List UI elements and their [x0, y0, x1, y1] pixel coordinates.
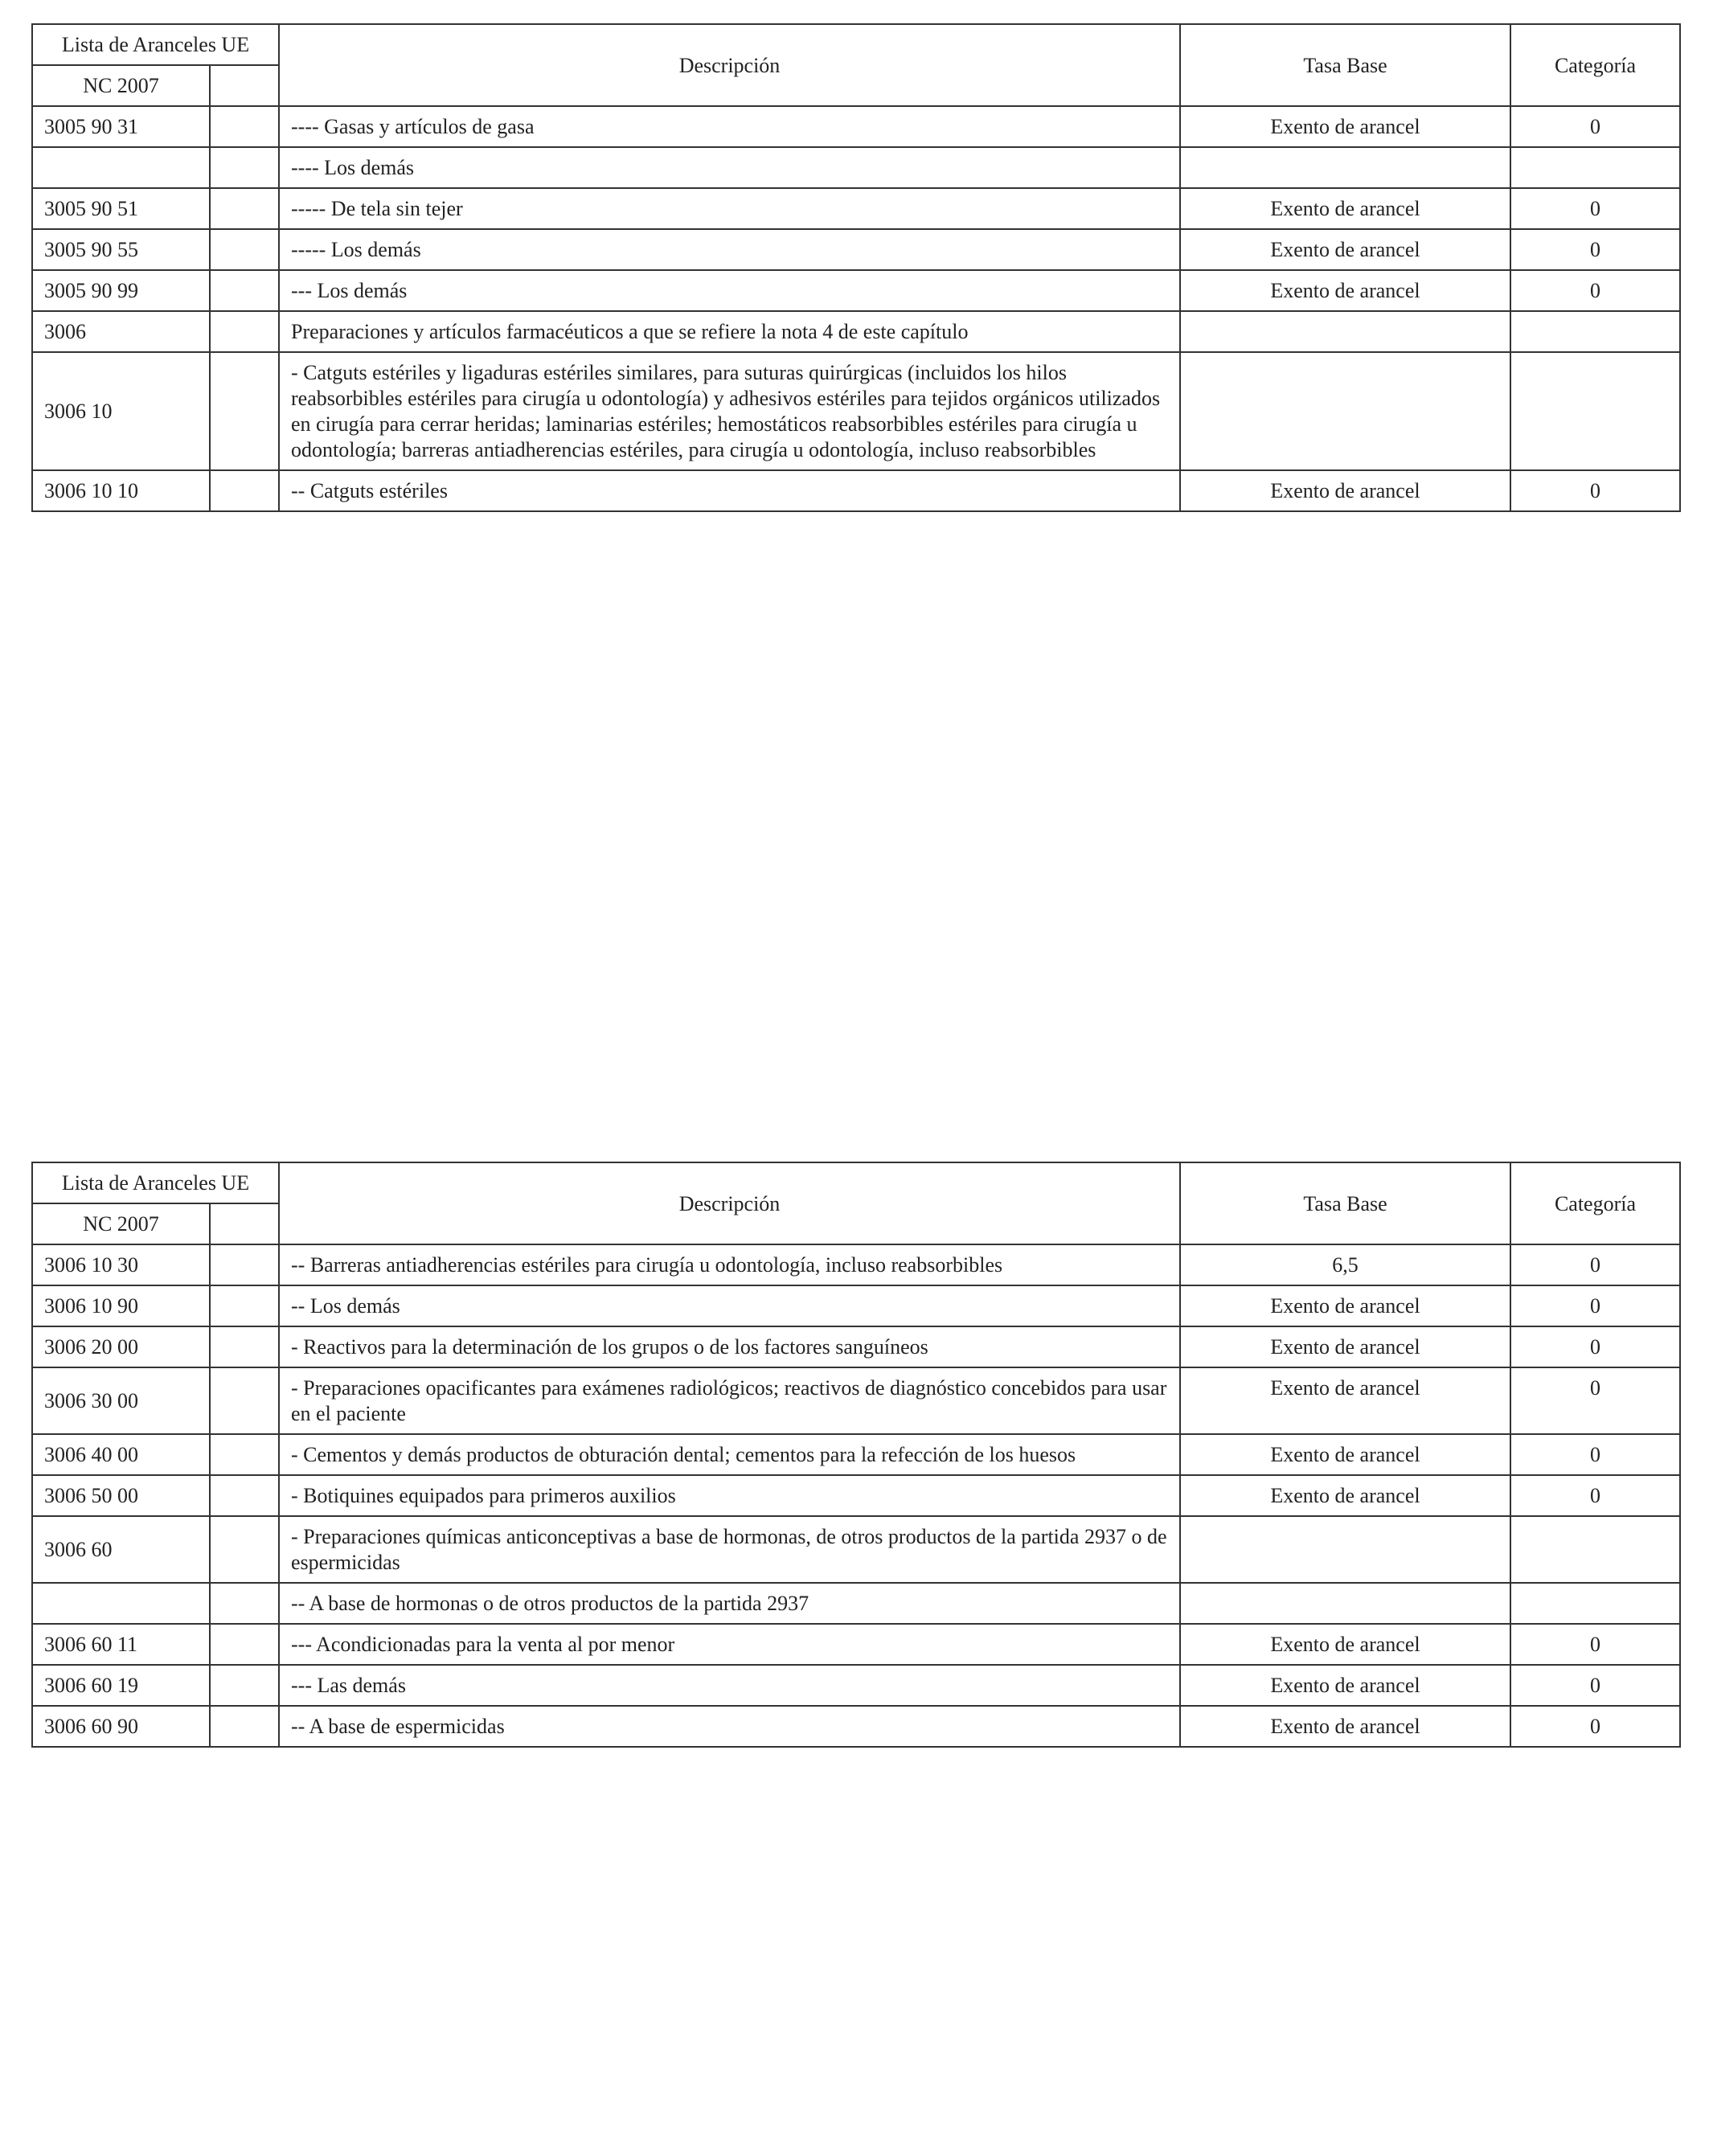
blank-cell	[210, 1516, 279, 1583]
code-cell: 3006 10 90	[32, 1285, 210, 1326]
table-row	[32, 1624, 1680, 1665]
rate-cell: Exento de arancel	[1180, 188, 1510, 229]
rate-cell: Exento de arancel	[1180, 1665, 1510, 1706]
code-cell: 3005 90 99	[32, 270, 210, 311]
blank-cell	[210, 1367, 279, 1434]
rate-cell: Exento de arancel	[1180, 1367, 1510, 1434]
header-blank-cell	[210, 65, 279, 106]
header-category: Categoría	[1510, 1162, 1680, 1244]
category-cell: 0	[1510, 1624, 1680, 1665]
description-cell: - Reactivos para la determinación de los grupos o de los factores sanguíneos	[279, 1326, 1180, 1367]
category-cell: 0	[1510, 1665, 1680, 1706]
code-cell: 3006	[32, 311, 210, 352]
blank-cell	[210, 1434, 279, 1475]
blank-cell	[210, 147, 279, 188]
description-cell: -- Catguts estériles	[279, 470, 1180, 511]
table-row	[32, 311, 1680, 352]
description-cell: --- Los demás	[279, 270, 1180, 311]
table-row	[32, 147, 1680, 188]
rate-cell: Exento de arancel	[1180, 1285, 1510, 1326]
rate-cell	[1180, 1516, 1510, 1583]
rate-cell: Exento de arancel	[1180, 470, 1510, 511]
blank-cell	[210, 311, 279, 352]
code-cell: 3006 40 00	[32, 1434, 210, 1475]
rate-cell: Exento de arancel	[1180, 270, 1510, 311]
header-category: Categoría	[1510, 24, 1680, 106]
blank-cell	[210, 270, 279, 311]
category-cell: 0	[1510, 1367, 1680, 1434]
description-cell: ----- De tela sin tejer	[279, 188, 1180, 229]
description-cell: -- A base de hormonas o de otros productos de la partida 2937	[279, 1583, 1180, 1624]
category-cell: 0	[1510, 1244, 1680, 1285]
code-cell: 3006 10	[32, 352, 210, 470]
blank-cell	[210, 1244, 279, 1285]
rate-cell: Exento de arancel	[1180, 1706, 1510, 1747]
code-cell: 3005 90 55	[32, 229, 210, 270]
blank-cell	[210, 470, 279, 511]
rate-cell: Exento de arancel	[1180, 229, 1510, 270]
table-row	[32, 1706, 1680, 1747]
table-row	[32, 1583, 1680, 1624]
description-cell: ---- Los demás	[279, 147, 1180, 188]
table-row	[32, 1367, 1680, 1434]
description-cell: -- A base de espermicidas	[279, 1706, 1180, 1747]
header-nc-label: NC 2007	[32, 1203, 210, 1244]
blank-cell	[210, 352, 279, 470]
table-row	[32, 1285, 1680, 1326]
header-list-label: Lista de Aranceles UE	[32, 1162, 279, 1203]
category-cell: 0	[1510, 229, 1680, 270]
blank-cell	[210, 1326, 279, 1367]
table-row	[32, 1516, 1680, 1583]
header-base-rate: Tasa Base	[1180, 24, 1510, 106]
table-row	[32, 1475, 1680, 1516]
blank-cell	[210, 229, 279, 270]
table-row	[32, 229, 1680, 270]
blank-cell	[210, 1475, 279, 1516]
description-cell: - Cementos y demás productos de obturación dental; cementos para la refección de los huesos	[279, 1434, 1180, 1475]
category-cell	[1510, 147, 1680, 188]
description-cell: Preparaciones y artículos farmacéuticos a que se refiere la nota 4 de este capítulo	[279, 311, 1180, 352]
header-base-rate: Tasa Base	[1180, 1162, 1510, 1244]
rate-cell: Exento de arancel	[1180, 1326, 1510, 1367]
description-cell: --- Las demás	[279, 1665, 1180, 1706]
category-cell: 0	[1510, 1434, 1680, 1475]
category-cell	[1510, 1583, 1680, 1624]
tariff-table-1	[31, 23, 1681, 512]
rate-cell	[1180, 352, 1510, 470]
table-row	[32, 1244, 1680, 1285]
category-cell: 0	[1510, 1285, 1680, 1326]
code-cell: 3006 50 00	[32, 1475, 210, 1516]
code-cell: 3006 10 30	[32, 1244, 210, 1285]
table-row	[32, 188, 1680, 229]
description-cell: -- Los demás	[279, 1285, 1180, 1326]
blank-cell	[210, 1706, 279, 1747]
description-cell: -- Barreras antiadherencias estériles para cirugía u odontología, incluso reabsorbibles	[279, 1244, 1180, 1285]
category-cell: 0	[1510, 470, 1680, 511]
description-cell: - Preparaciones químicas anticonceptivas a base de hormonas, de otros productos de la partida 2937 o de espermicidas	[279, 1516, 1180, 1583]
rate-cell: 6,5	[1180, 1244, 1510, 1285]
table-row	[32, 1326, 1680, 1367]
table-row	[32, 352, 1680, 470]
rate-cell: Exento de arancel	[1180, 106, 1510, 147]
tariff-table-2	[31, 1162, 1681, 1748]
category-cell: 0	[1510, 106, 1680, 147]
blank-cell	[210, 106, 279, 147]
rate-cell	[1180, 147, 1510, 188]
rate-cell: Exento de arancel	[1180, 1434, 1510, 1475]
code-cell: 3006 60 90	[32, 1706, 210, 1747]
category-cell: 0	[1510, 1326, 1680, 1367]
code-cell: 3006 10 10	[32, 470, 210, 511]
header-nc-label: NC 2007	[32, 65, 210, 106]
category-cell	[1510, 352, 1680, 470]
category-cell	[1510, 1516, 1680, 1583]
code-cell: 3006 60 19	[32, 1665, 210, 1706]
blank-cell	[210, 1285, 279, 1326]
code-cell: 3006 60 11	[32, 1624, 210, 1665]
category-cell	[1510, 311, 1680, 352]
header-list-label: Lista de Aranceles UE	[32, 24, 279, 65]
code-cell: 3005 90 51	[32, 188, 210, 229]
description-cell: - Botiquines equipados para primeros auxilios	[279, 1475, 1180, 1516]
table-row	[32, 470, 1680, 511]
code-cell: 3006 30 00	[32, 1367, 210, 1434]
header-description: Descripción	[279, 1162, 1180, 1244]
blank-cell	[210, 188, 279, 229]
blank-cell	[210, 1583, 279, 1624]
description-cell: - Preparaciones opacificantes para exámenes radiológicos; reactivos de diagnóstico concebidos para usar en el paciente	[279, 1367, 1180, 1434]
code-cell	[32, 1583, 210, 1624]
rate-cell: Exento de arancel	[1180, 1475, 1510, 1516]
category-cell: 0	[1510, 1475, 1680, 1516]
blank-cell	[210, 1624, 279, 1665]
category-cell: 0	[1510, 1706, 1680, 1747]
header-description: Descripción	[279, 24, 1180, 106]
code-cell: 3006 20 00	[32, 1326, 210, 1367]
category-cell: 0	[1510, 188, 1680, 229]
rate-cell: Exento de arancel	[1180, 1624, 1510, 1665]
description-cell: - Catguts estériles y ligaduras estériles similares, para suturas quirúrgicas (incluidos los hilos reabsorbibles estériles para cirugía u odontología) y adhesivos estériles para tejidos orgánicos utilizados en cirugía para cerrar heridas; laminarias estériles; hemostáticos reabsorbibles estériles para cirugía u odontología; barreras antiadherencias estériles, para cirugía u odontología, incluso reabsorbibles	[279, 352, 1180, 470]
description-cell: ----- Los demás	[279, 229, 1180, 270]
category-cell: 0	[1510, 270, 1680, 311]
table-row	[32, 1665, 1680, 1706]
code-cell	[32, 147, 210, 188]
description-cell: --- Acondicionadas para la venta al por menor	[279, 1624, 1180, 1665]
rate-cell	[1180, 311, 1510, 352]
code-cell: 3005 90 31	[32, 106, 210, 147]
blank-cell	[210, 1665, 279, 1706]
table-row	[32, 270, 1680, 311]
table-row	[32, 106, 1680, 147]
code-cell: 3006 60	[32, 1516, 210, 1583]
header-blank-cell	[210, 1203, 279, 1244]
table-row	[32, 1434, 1680, 1475]
description-cell: ---- Gasas y artículos de gasa	[279, 106, 1180, 147]
rate-cell	[1180, 1583, 1510, 1624]
